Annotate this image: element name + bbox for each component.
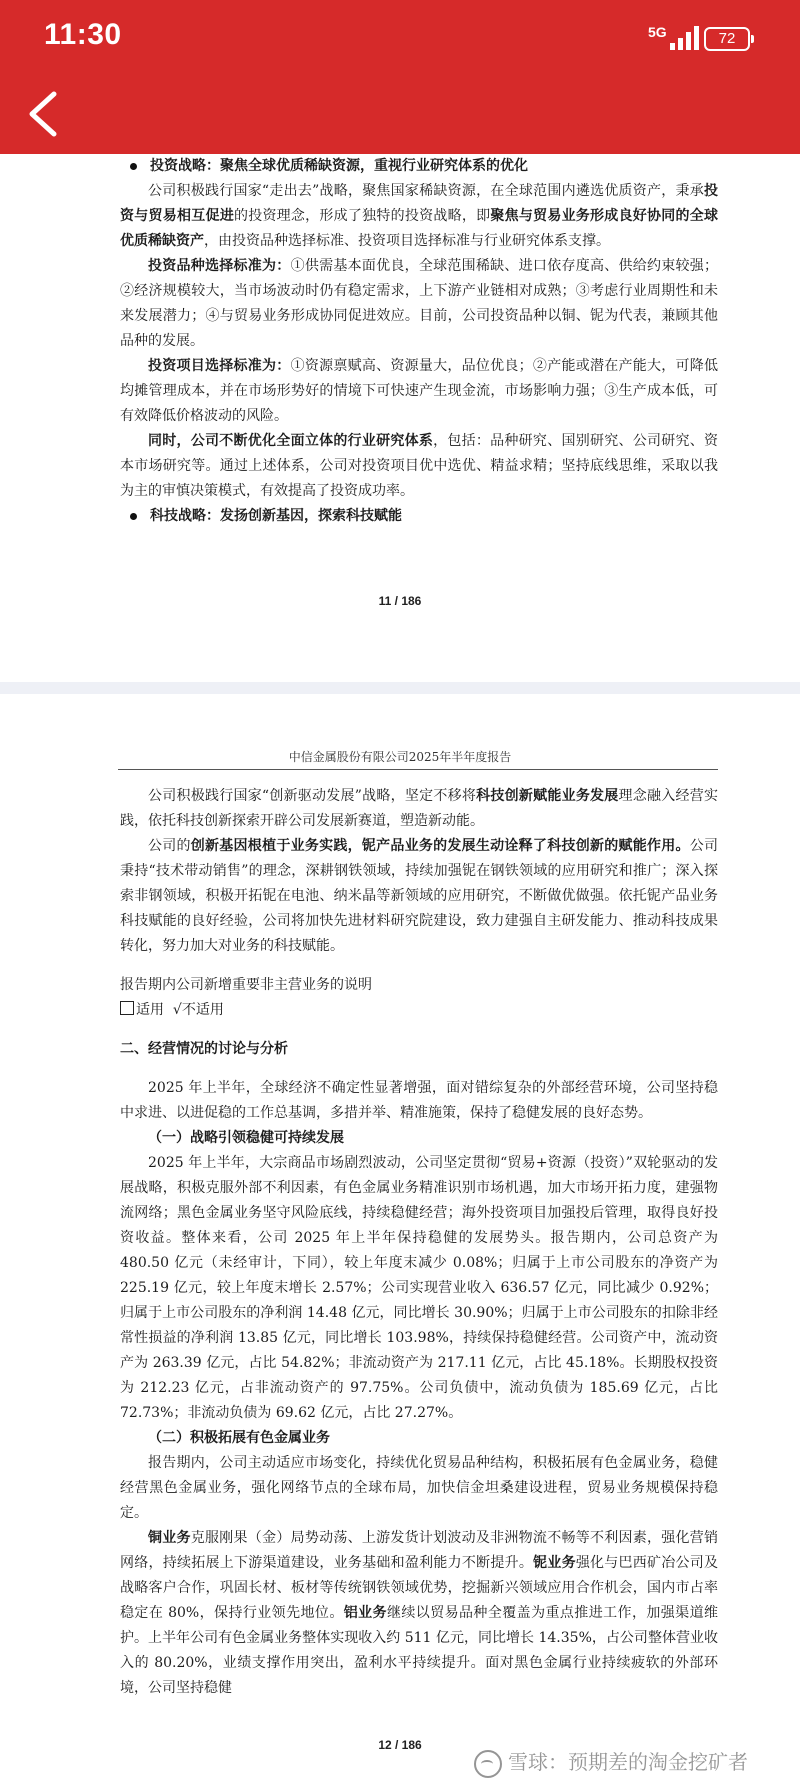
status-bar: [0, 0, 800, 74]
paragraph: 报告期内，公司主动适应市场变化，持续优化贸易品种结构，积极拓展有色金属业务，稳健经营黑色金属业务，强化网络节点的全球布局，加快信金坦桑建设进程，贸易业务规模保持稳定。: [120, 1455, 718, 1521]
page-number: 12 / 186: [378, 1738, 422, 1752]
paragraph: 2025 年上半年，大宗商品市场剧烈波动，公司坚定贯彻“贸易+资源（投资）”双轮驱动的发展战略，积极克服外部不利因素，有色金属业务精准识别市场机遇，加大市场开拓力度，建强物流网络；黑色金属业务坚守风险底线，持续稳健经营；海外投资项目加强投后管理，取得良好投资收益。整体来看，公司 2025 年上半年保持稳健的发展势头。报告期内，公司总资产为 480.50 亿元（未经审计，下同），较上年度末减少 0.08%；归属于上市公司股东的净资产为 225.19 亿元，较上年度末增长 2.57%；公司实现营业收入 636.57 亿元，同比减少 0.92%；归属于上市公司股东的净利润 14.48 亿元，同比增长 30.90%；归属于上市公司股东的扣除非经常性损益的净利润 13.85 亿元，同比增长 103.98%，持续保持稳健经营。公司资产中，流动资产为 263.39 亿元，占比 54.82%；非流动资产为 217.11 亿元，占比 45.18%。长期股权投资为 212.23 亿元，占非流动资产的 97.75%。公司负债中，流动负债为 185.69 亿元，占比 72.73%；非流动负债为 69.62 亿元，占比 27.27%。: [120, 1155, 718, 1421]
watermark: 雪球：预期差的淘金挖矿者: [474, 1746, 748, 1778]
signal-icon: [668, 25, 702, 51]
header-rule: [118, 769, 718, 770]
applicability: 适用 √不适用: [120, 998, 718, 1023]
back-arrow-icon[interactable]: [22, 88, 66, 140]
section-title: 二、经营情况的讨论与分析: [120, 1041, 288, 1057]
bullet-tech-strategy: 科技战略：发扬创新基因，探索科技赋能: [120, 504, 718, 529]
paragraph: 2025 年上半年，全球经济不确定性显著增强，面对错综复杂的外部经营环境，公司坚持稳中求进、以进促稳的工作总基调，多措并举、精准施策，保持了稳健发展的良好态势。: [120, 1080, 718, 1121]
subsection-title: （一）战略引领稳健可持续发展: [148, 1130, 344, 1146]
paragraph: 投资项目选择标准为：①资源禀赋高、资源量大，品位优良；②产能或潜在产能大，可降低均摊管理成本，并在市场形势好的情境下可快速产生现金流，市场影响力强；③生产成本低，可有效降低价格波动的风险。: [120, 358, 719, 424]
checkbox-icon: [120, 1001, 134, 1015]
bullet-investment-strategy: 投资战略：聚焦全球优质稀缺资源，重视行业研究体系的优化: [120, 154, 718, 179]
paragraph: 公司积极践行国家“创新驱动发展”战略，坚定不移将科技创新赋能业务发展理念融入经营实践，依托科技创新探索开辟公司发展新赛道，塑造新动能。: [120, 788, 718, 829]
note-title: 报告期内公司新增重要非主营业务的说明: [120, 977, 372, 993]
document-page-11: [0, 154, 800, 682]
paragraph: 公司的创新基因根植于业务实践，铌产品业务的发展生动诠释了科技创新的赋能作用。公司秉持“技术带动销售”的理念，深耕钢铁领域，持续加强铌在钢铁领域的应用研究和推广；深入探索非钢领域，积极开拓铌在电池、纳米晶等新领域的应用研究，不断做优做强。依托铌产品业务科技赋能的良好经验，公司将加快先进材料研究院建设，致力建强自主研发能力、推动科技成果转化，努力加大对业务的科技赋能。: [120, 838, 719, 954]
page-11-body: [120, 154, 718, 529]
xueqiu-logo-icon: [474, 1750, 502, 1778]
paragraph: 铜业务克服刚果（金）局势动荡、上游发货计划波动及非洲物流不畅等不利因素，强化营销网络，持续拓展上下游渠道建设，业务基础和盈利能力不断提升。铌业务强化与巴西矿冶公司及战略客户合作，巩固长材、板材等传统钢铁领域优势，挖掘新兴领域应用合作机会，国内市占率稳定在 80%，保持行业领先地位。铝业务继续以贸易品种全覆盖为重点推进工作，加强渠道维护。上半年公司有色金属业务整体实现收入约 511 亿元，同比增长 14.35%，占公司整体营业收入的 80.20%，业绩支撑作用突出，盈利水平持续提升。面对黑色金属行业持续疲软的外部环境，公司坚持稳健: [120, 1530, 719, 1696]
nav-bar: [0, 74, 800, 154]
clock: 11:30: [44, 18, 122, 51]
paragraph: 投资品种选择标准为：①供需基本面优良，全球范围稀缺、进口依存度高、供给约束较强；②经济规模较大，当市场波动时仍有稳定需求，上下游产业链相对成熟；③考虑行业周期性和未来发展潜力；④与贸易业务形成协同促进效应。目前，公司投资品种以铜、铌为代表，兼顾其他品种的发展。: [120, 258, 719, 349]
page-number: 11 / 186: [378, 594, 422, 608]
network-type: 5G: [648, 24, 667, 40]
document-page-12: [0, 694, 800, 1778]
subsection-title: （二）积极拓展有色金属业务: [148, 1430, 330, 1446]
paragraph: 公司积极践行国家“走出去”战略，聚焦国家稀缺资源，在全球范围内遴选优质资产，秉承投资与贸易相互促进的投资理念，形成了独特的投资战略，即聚焦与贸易业务形成良好协同的全球优质稀缺资产，由投资品种选择标准、投资项目选择标准与行业研究体系支撑。: [120, 183, 719, 249]
battery-icon: 72: [704, 27, 750, 51]
page-header: 中信金属股份有限公司2025年半年度报告: [288, 750, 512, 764]
page-12-body: [120, 784, 718, 1701]
paragraph: 同时，公司不断优化全面立体的行业研究体系，包括：品种研究、国别研究、公司研究、资本市场研究等。通过上述体系，公司对投资项目优中选优、精益求精；坚持底线思维，采取以我为主的审慎决策模式，有效提高了投资成功率。: [120, 433, 719, 499]
